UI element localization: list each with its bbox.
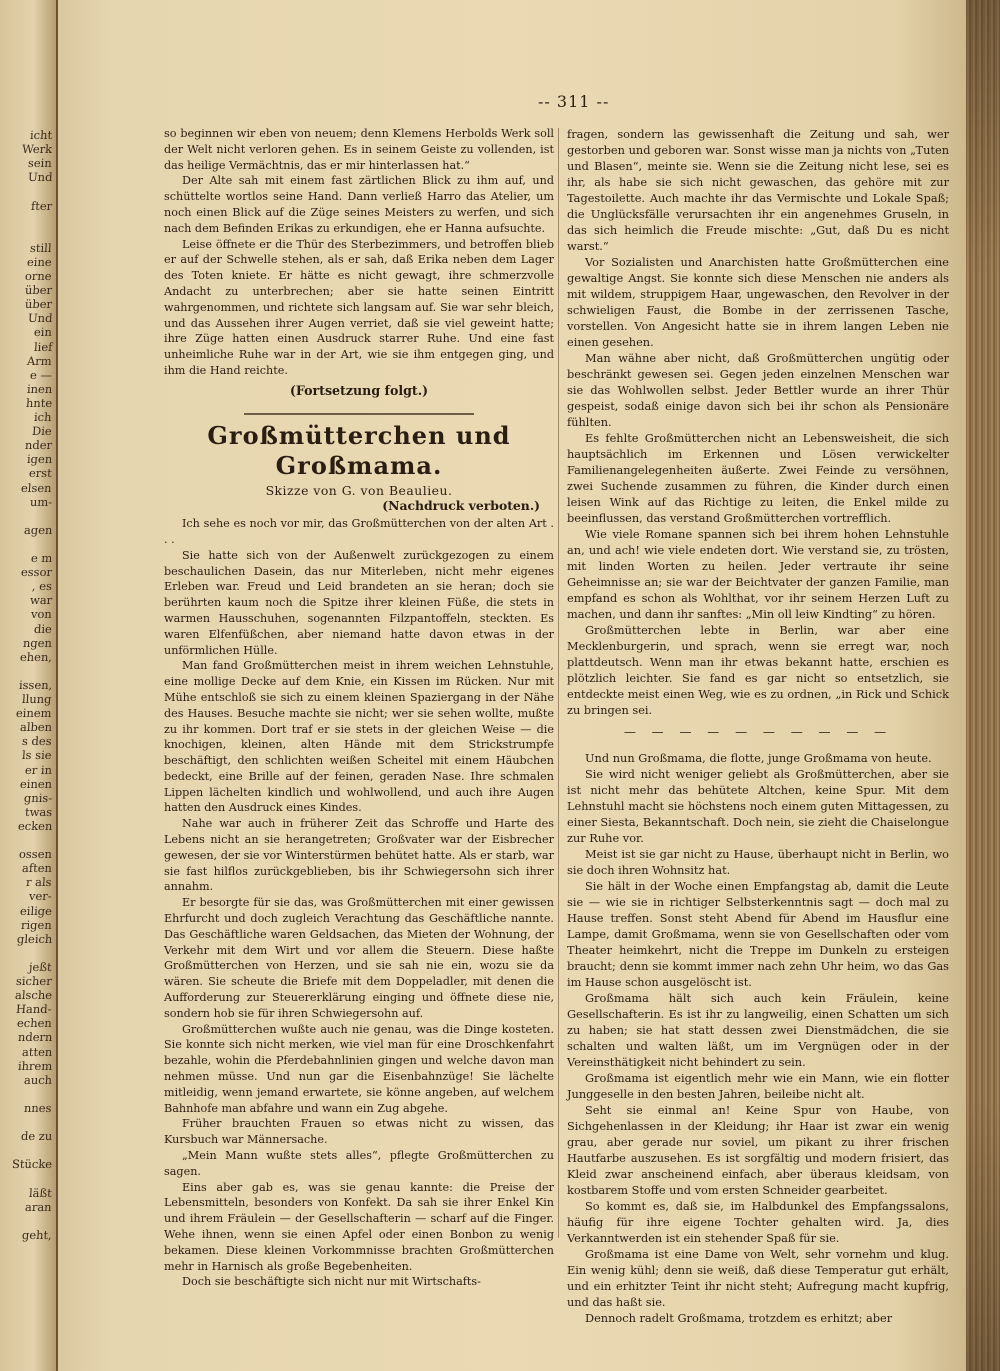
article-title: Großmütterchen und Großmama.: [207, 420, 511, 480]
left-column: [164, 126, 554, 1290]
margin-fragment: er in: [24, 762, 53, 777]
paragraph: Sie hatte sich von der Außenwelt zurückgezogen zu einem beschaulichen Dasein, das nur Miterleben, nicht mehr eigenes Erleben war. Freud und Leid brandeten an sie heran; doch sie berührten kaum noch die Spitze ihrer kleinen Füße, die stets in warmen Hausschuhen, sogenannten Filzpantoffeln, steckten. Es waren Elfenfüßchen, aber niemand hatte davon etwas in der unförmlichen Hülle.: [164, 548, 554, 657]
margin-fragment: von: [30, 607, 53, 622]
paragraph: Wie viele Romane spannen sich bei ihrem hohen Lehnstuhle an, und ach! wie viele endeten dort. Wie verstand sie, zu trösten, mit linden Worten zu heilen. Jeder vertraute ihr seine Geheimnisse an; sie war der Beichtvater der ganzen Familie, man empfand es schon als Wohlthat, vor ihr seinem Herzen Luft zu machen, und dann ihr sanftes: „Min oll leiw Kindting“ zu hören.: [567, 527, 949, 621]
paragraph: Und nun Großmama, die flotte, junge Großmama von heute.: [585, 751, 932, 765]
paragraph: Sie hält in der Woche einen Empfangstag ab, damit die Leute sie — wie sie in richtiger Selbsterkenntnis sagt — doch mal zu Hause treffen. Sonst steht Abend für Abend im Hausflur eine Lampe, damit Großmama, wenn sie von Gesellschaften oder vom Theater heimkehrt, nicht die Treppe im Dunkeln zu ersteigen braucht; denn sie kommt immer nach zehn Uhr heim, wo das Gas im Hause schon ausgelöscht ist.: [567, 879, 949, 989]
margin-fragment: über: [24, 297, 53, 312]
margin-fragment: r als: [25, 875, 53, 890]
margin-fragment: einen: [19, 776, 53, 791]
paragraph: Früher brauchten Frauen so etwas nicht zu wissen, das Kursbuch war Männersache.: [164, 1117, 554, 1147]
paragraph: Großmama ist eigentlich mehr wie ein Mann, wie ein flotter Junggeselle in den besten Jahren, beileibe nicht alt.: [567, 1071, 949, 1101]
margin-fragment: ossen: [18, 847, 53, 862]
margin-fragment: , es: [31, 579, 53, 594]
margin-fragment: alben: [19, 720, 53, 735]
paragraph: „Mein Mann wußte stets alles“, pflegte Großmütterchen zu sagen.: [164, 1149, 554, 1178]
paragraph: Man fand Großmütterchen meist in ihrem weichen Lehnstuhle, eine mollige Decke auf dem Knie, ein Kissen im Rücken. Nur mit Mühe entschloß sie sich zu einem kleinen Spaziergang in der Nähe des Hauses. Besuche machte sie nicht; wer sie sehen wollte, mußte zu ihr kommen. Dort traf er sie stets in der gleichen Weise — die knochigen, kleinen, alten Hände mit dem Strickstrumpfe beschäftigt, den schlichten weißen Scheitel mit einem Häubchen bedeckt, eine Brille auf der feinen, geraden Nase. Ihre schmalen Lippen lächelten kindlich und wohlwollend, und auch ihre Augen hatten den Ausdruck eines Kindes.: [164, 659, 554, 815]
margin-fragment: jeßt: [28, 959, 53, 974]
margin-fragment: fter: [30, 198, 53, 213]
margin-fragment: Stücke: [11, 1157, 53, 1172]
paragraph: Dennoch radelt Großmama, trotzdem es erhitzt; aber: [585, 1311, 893, 1325]
paragraph: so beginnen wir eben von neuem; denn Klemens Herbolds Werk soll der Welt nicht verloren gehen. Es in seinem Geiste zu vollenden, ist das heilige Vermächtnis, das er mir hinterlassen hat.“: [164, 127, 554, 172]
margin-fragment: ngen: [22, 635, 53, 650]
margin-fragment: ecken: [17, 818, 53, 833]
margin-fragment: hnte: [25, 395, 53, 410]
paragraph: Vor Sozialisten und Anarchisten hatte Großmütterchen eine gewaltige Angst. Sie konnte sich diese Menschen nie anders als mit wildem, struppigem Haar, ungewaschen, den Revolver in der schwieligen Faust, die Bombe in der zerrissenen Tasche, vorstellen. Von Angesicht hatte sie in ihrem langen Leben nie einen gesehen.: [567, 255, 949, 349]
margin-fragment: ndern: [17, 1030, 53, 1045]
margin-fragment: über: [24, 283, 53, 298]
margin-fragment: einem: [15, 706, 53, 721]
margin-fragment: ich: [33, 410, 53, 424]
margin-fragment: Werk: [21, 142, 53, 157]
newspaper-page: [58, 0, 966, 1371]
paragraph: Seht sie einmal an! Keine Spur von Haube, von Sichgehenlassen in der Kleidung; ihr Haar ist zwar ein wenig grau, aber gerade nur soviel, um pikant zu ihrer frischen Hautfarbe auszusehen. Es ist sorgfältig und modern frisiert, das Kleid zwar anscheinend einfach, aber überaus kleidsam, von kostbarem Stoffe und vom ersten Schneider gearbeitet.: [567, 1103, 949, 1197]
margin-fragment: Und: [27, 311, 53, 326]
margin-fragment: ehen,: [19, 649, 53, 664]
margin-fragment: icht: [29, 128, 53, 142]
margin-fragment: nder: [24, 438, 53, 453]
margin-fragment: Und: [27, 170, 53, 185]
margin-fragment: rigen: [20, 917, 53, 932]
margin-fragment: ls sie: [21, 748, 53, 763]
margin-fragment: Die: [31, 424, 53, 439]
margin-fragment: agen: [23, 522, 53, 537]
margin-fragment: sein: [27, 156, 53, 171]
margin-fragment: essor: [20, 565, 53, 580]
paragraph: Großmütterchen lebte in Berlin, war aber eine Mecklenburgerin, und sprach, wenn sie erregt war, noch plattdeutsch. Wenn man ihr etwas bekannt hatte, erschien es plötzlich leichter. Sie fand es gar nicht so entsetzlich, sie entdeckte meist einen Weg, wie es zu ordnen, „in Rick und Schick zu bringen sei.: [567, 623, 949, 717]
margin-fragment: Arm: [26, 353, 53, 368]
page-number: -- 311 --: [538, 92, 610, 111]
margin-fragment: ihrem: [17, 1058, 53, 1073]
paragraph: Doch sie beschäftigte sich nicht nur mit Wirtschafts-: [182, 1275, 481, 1289]
page-number-value: 311: [556, 92, 591, 111]
margin-fragment: alsche: [14, 988, 53, 1003]
margin-fragment: ein: [33, 325, 53, 340]
margin-fragment: llung: [21, 692, 53, 706]
margin-fragment: echen: [16, 1016, 53, 1031]
margin-fragment: sicher: [15, 974, 53, 988]
article: [164, 421, 554, 1291]
paragraph: Der Alte sah mit einem fast zärtlichen Blick zu ihm auf, und schüttelte wortlos seine Hand. Dann verließ Harro das Atelier, um noch einen Blick auf die Züge seines Meisters zu werfen, und sich nach dem Befinden Erikas zu erkundigen, ehe er Hanna aufsuchte.: [164, 174, 554, 235]
margin-fragment: erst: [28, 466, 53, 481]
margin-fragment: still: [29, 240, 53, 255]
previous-page-edge: [0, 0, 58, 1371]
right-column: [567, 126, 949, 1326]
margin-fragment: aran: [24, 1199, 53, 1214]
margin-fragment: aften: [21, 861, 53, 876]
margin-fragment: de zu: [20, 1129, 53, 1144]
margin-fragment: gleich: [16, 931, 53, 946]
margin-fragment: gnis-: [23, 790, 53, 805]
margin-fragment: s des: [21, 734, 53, 749]
paragraph: Großmama ist eine Dame von Welt, sehr vornehm und klug. Ein wenig kühl; denn sie weiß, daß diese Temperatur gut erhält, und ein erhitzter Teint ihr nicht steht; Aufregung macht kupfrig, und das haßt sie.: [567, 1247, 949, 1309]
margin-fragment: Hand-: [15, 1002, 53, 1017]
margin-fragment: die: [33, 621, 53, 636]
paragraph: Nahe war auch in früherer Zeit das Schroffe und Harte des Lebens nicht an sie herangetreten; Großvater war der Eisbrecher gewesen, der sie vor Winterstürmen behütet hatte. Als er starb, war sie fast hilflos zurückgeblieben, bis ihr Schwiegersohn sich ihrer annahm.: [164, 817, 554, 894]
margin-fragment: e —: [29, 367, 53, 382]
margin-fragment: inen: [26, 381, 53, 396]
paragraph: Leise öffnete er die Thür des Sterbezimmers, und betroffen blieb er auf der Schwelle stehen, als er sah, daß Erika neben dem Lager des Toten kniete. Er hätte es nicht gewagt, ihre schmerzvolle Andacht zu unterbrechen; aber sie hatte seinen Eintritt wahrgenommen, und richtete sich langsam auf. Sie war sehr bleich, und das Aussehen ihrer Augen verriet, daß sie viel geweint hatte; ihre Züge hatten einen Ausdruck starrer Ruhe. Und eine fast unheimliche Ruhe war in der Art, wie sie ihm entgegen ging, und ihm die Hand reichte.: [164, 237, 554, 377]
paragraph: Ich sehe es noch vor mir, das Großmütterchen von der alten Art . . .: [164, 517, 554, 546]
margin-fragment: orne: [24, 269, 53, 283]
margin-fragment: ver-: [28, 889, 53, 904]
paragraph: So kommt es, daß sie, im Halbdunkel des Empfangssalons, häufig für ihre eigene Tochter gehalten wird. Ja, dies Verkanntwerden ist ein stehender Spaß für sie.: [567, 1199, 949, 1245]
margin-fragment: lief: [33, 339, 53, 354]
margin-fragment: war: [29, 593, 53, 608]
section-separator: — — — — — — — — — —: [623, 725, 893, 739]
paragraph: Es fehlte Großmütterchen nicht an Lebensweisheit, die sich hauptsächlich im Erkennen und Lösen verwickelter Familienangelegenheiten äußerte. Zwei Feinde zu versöhnen, zwei Suchende zusammen zu führen, die Kinder durch einen leisen Wink auf das Richtige zu leiten, die Enkel milde zu beeinflussen, das verstand Großmütterchen vortrefflich.: [567, 431, 949, 525]
paragraph: Meist ist sie gar nicht zu Hause, überhaupt nicht in Berlin, wo sie doch ihren Wohnsitz hat.: [567, 847, 949, 877]
margin-fragment: issen,: [18, 677, 53, 692]
article-subtitle: Skizze von G. von Beaulieu.: [265, 482, 453, 498]
paragraph: Sie wird nicht weniger geliebt als Großmütterchen, aber sie ist nicht mehr das behütete Altchen, keine Spur. Mit dem Lehnstuhl macht sie höchstens noch einem guten Mittagessen, zu einer Siesta, Bekanntschaft. Doch nein, sie zieht die Chaiselongue zur Ruhe vor.: [567, 767, 949, 845]
paragraph: Er besorgte für sie das, was Großmütterchen mit einer gewissen Ehrfurcht und doch zugleich Verachtung das Geschäftliche nannte. Das Geschäftliche waren Geldsachen, das Mieten der Wohnung, der Verkehr mit dem Wirt und vor allem die Steuern. Diese haßte Großmütterchen von Herzen, und sie sah nie ein, wozu sie da wären. Sie scheute die Briefe mit dem Doppeladler, mit denen die Aufforderung zur Steuererklärung einging und öffnete diese nie, sondern hob sie für ihren Schwiegersohn auf.: [164, 896, 554, 1020]
margin-fragment: eilige: [19, 903, 53, 918]
column-divider: [558, 128, 559, 1238]
continued-notice: (Fortsetzung folgt.): [289, 382, 429, 398]
paragraph: Großmütterchen wußte auch nie genau, was die Dinge kosteten. Sie konnte sich nicht merken, wie viel man für eine Droschkenfahrt bezahle, wohin die Pferdebahnlinien gingen und welche davon man nehmen müsse. Und nun gar die Eisenbahnzüge! Sie lächelte mitleidig, wenn jemand erwartete, sie könne angeben, auf welchem Bahnhofe man abfahre und wann ein Zug abgehe.: [164, 1022, 554, 1115]
margin-fragment: atten: [21, 1044, 53, 1059]
paragraph: Großmama hält sich auch kein Fräulein, keine Gesellschafterin. Es ist ihr zu langweilig, einen Schatten um sich zu haben; sie hat statt dessen zwei Dienstmädchen, die sie schalten und walten läßt, um im Vergnügen oder in der Vereinsthätigkeit nicht behindert zu sein.: [567, 991, 949, 1069]
margin-fragment: geht,: [21, 1227, 53, 1242]
paragraph: fragen, sondern las gewissenhaft die Zeitung und sah, wer gestorben und geboren war. Sonst wisse man ja nichts von „Tuten und Blasen“, meinte sie. Wenn sie die Zeitung nicht lese, sei es ihr, als habe sie sich nicht gewaschen, das gehöre mit zur Tagestoilette. Auch machte ihr das Vermischte und Lokale Spaß; die Unglücksfälle verursachten ihr ein angenehmes Gruseln, in das sich heimlich die Freude mischte: „Gut, daß Du es nicht warst.“: [567, 127, 949, 253]
serial-story-ending: [164, 126, 554, 399]
reprint-notice: (Nachdruck verboten.): [382, 498, 540, 514]
paragraph: Man wähne aber nicht, daß Großmütterchen ungütig oder beschränkt gewesen sei. Gegen jeden einzelnen Menschen war sie das Wohlwollen selbst. Jeder Bettler wurde an ihrer Thür gespeist, sodaß einige davon sich bei ihr schon als Pensionäre fühlten.: [567, 351, 949, 429]
margin-fragment: um-: [29, 494, 53, 509]
margin-fragment: läßt: [28, 1185, 53, 1200]
margin-fragment: nnes: [23, 1100, 53, 1115]
paragraph: Eins aber gab es, was sie genau kannte: die Preise der Lebensmitteln, besonders von Konfekt. Da sah sie ihrer Enkel Kin und ihrem Fräulein — der Gesellschafterin — scharf auf die Finger. Wehe ihnen, wenn sie einen Apfel oder einen Bonbon zu wenig bekamen. Diese kleinen Vorkommnisse brachten Großmütterchen mehr in Harnisch als große Begebenheiten.: [164, 1180, 554, 1273]
margin-fragment: twas: [24, 804, 53, 819]
margin-fragment: elsen: [20, 480, 53, 495]
book-page-edges: [966, 0, 1000, 1371]
margin-fragment: igen: [26, 452, 53, 467]
margin-fragment: auch: [23, 1072, 53, 1087]
margin-fragment: e m: [30, 551, 53, 565]
title-rule: [244, 413, 474, 415]
margin-fragment: eine: [26, 254, 53, 269]
